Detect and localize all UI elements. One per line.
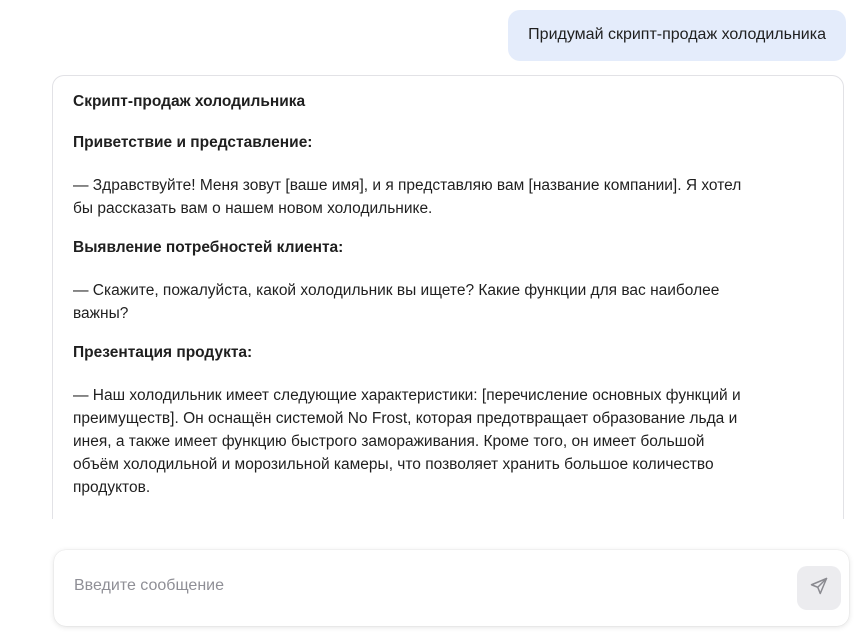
message-input[interactable]: [74, 577, 754, 595]
section-text-greeting: — Здравствуйте! Меня зовут [ваше имя], и я представляю вам [название компании]. Я хотел бы рассказать вам о нашем новом холодильнике.: [73, 177, 742, 217]
send-icon: [809, 576, 829, 601]
message-area-fade: [0, 519, 862, 549]
section-heading-presentation: Презентация продукта:: [73, 344, 253, 361]
user-message-bubble: [508, 10, 846, 61]
section-heading-needs: Выявление потребностей клиента:: [73, 239, 344, 256]
section-text-needs: — Скажите, пожалуйста, какой холодильник вы ищете? Какие функции для вас наиболее важны?: [73, 282, 720, 322]
user-message-text: Придумай скрипт-продаж холодильника: [528, 26, 826, 43]
section-text-presentation: — Наш холодильник имеет следующие характеристики: [перечисление основных функций и преимуществ]. Он оснащён системой No Frost, которая предотвращает образование льда и инея, а также имеет функцию быстрого замораживания. Кроме того, он имеет большой объём холодильной и морозильной камеры, что позволяет хранить большое количество продуктов.: [73, 387, 741, 496]
section-heading-greeting: Приветствие и представление:: [73, 134, 313, 151]
message-composer: [54, 550, 849, 626]
assistant-message-title: Скрипт-продаж холодильника: [73, 93, 306, 110]
assistant-message: [52, 75, 844, 545]
send-button[interactable]: [797, 566, 841, 610]
